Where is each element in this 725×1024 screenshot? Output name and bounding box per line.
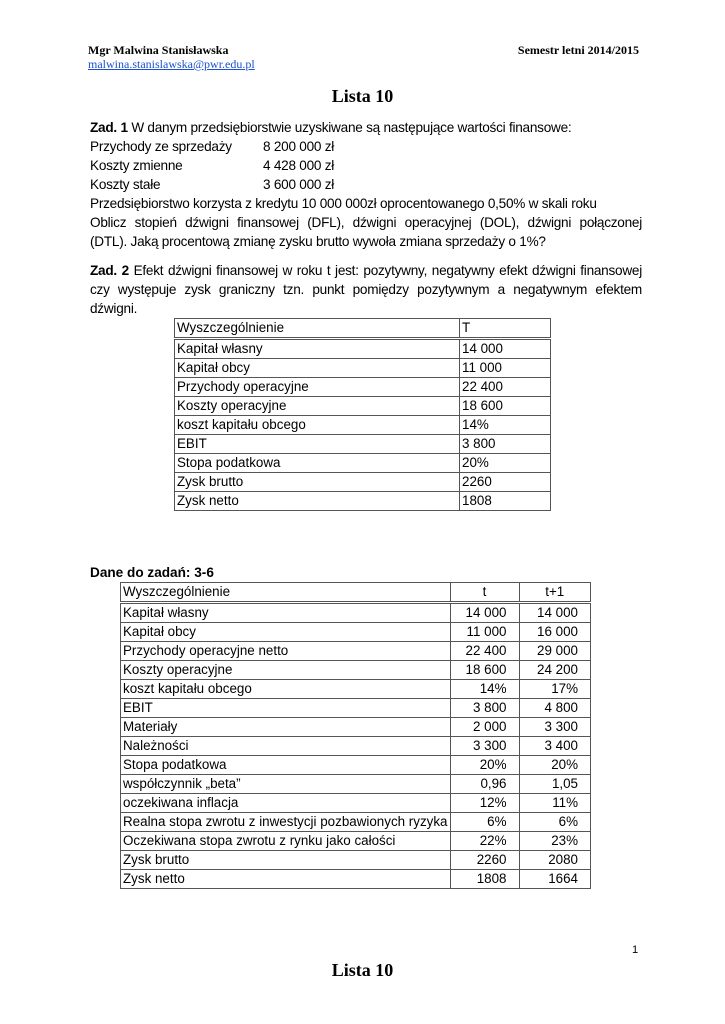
value-cell: 1808 [450,870,519,889]
header-cell: Wyszczególnienie [175,319,460,339]
value-cell: 6% [450,813,519,832]
row-label-cell: współczynnik „beta” [121,775,451,794]
page-title: Lista 10 [331,86,394,106]
value-cell: 20% [460,454,551,473]
item-value: 4 428 000 zł [263,158,335,173]
table-row [121,870,591,889]
value-cell: 22 400 [450,642,519,661]
value-cell: 1808 [460,492,551,511]
row-label-cell: Zysk netto [175,492,460,511]
row-label-cell: Stopa podatkowa [121,756,451,775]
value-cell: 18 600 [460,397,551,416]
zad1-credit: Przedsiębiorstwo korzysta z kredytu 10 000 000zł oprocentowanego 0,50% w skali roku [90,196,597,211]
value-cell: 14 000 [450,603,519,623]
table-header-row [175,319,551,339]
zad1-section [90,118,642,251]
value-cell: 3 400 [519,737,591,756]
row-label-cell: Przychody operacyjne netto [121,642,451,661]
table-row [121,699,591,718]
table-row [175,492,551,511]
table-row [175,378,551,397]
value-cell: 14% [460,416,551,435]
value-cell: 2080 [519,851,591,870]
value-cell: 2260 [450,851,519,870]
zad1-item [90,137,642,156]
value-cell: 14 000 [460,339,551,359]
value-cell: 22 400 [460,378,551,397]
table-header-row [121,583,591,603]
row-label-cell: Koszty operacyjne [121,661,451,680]
value-cell: 6% [519,813,591,832]
row-label-cell: Kapitał własny [121,603,451,623]
header-cell: T [460,319,551,339]
value-cell: 11 000 [450,623,519,642]
table-row [121,661,591,680]
zad1-task-line1: Oblicz stopień dźwigni finansowej (DFL), dźwigni operacyjnej (DOL), dźwigni połączonej [90,215,642,230]
row-label-cell: Zysk netto [121,870,451,889]
table-row [121,623,591,642]
zad1-item [90,156,642,175]
table-row [121,775,591,794]
value-cell: 24 200 [519,661,591,680]
value-cell: 0,96 [450,775,519,794]
table-row [175,416,551,435]
value-cell: 4 800 [519,699,591,718]
value-cell: 29 000 [519,642,591,661]
table-row [175,435,551,454]
dane-table [120,582,591,889]
header-cell: Wyszczególnienie [121,583,451,603]
row-label-cell: Kapitał własny [175,339,460,359]
zad2-table [174,318,551,511]
zad2-label: Zad. 2 [90,263,129,278]
value-cell: 20% [519,756,591,775]
table-row [121,642,591,661]
row-label-cell: Zysk brutto [175,473,460,492]
row-label-cell: koszt kapitału obcego [121,680,451,699]
page-number: 1 [632,944,639,956]
value-cell: 18 600 [450,661,519,680]
value-cell: 16 000 [519,623,591,642]
table-row [121,794,591,813]
value-cell: 14 000 [519,603,591,623]
value-cell: 1,05 [519,775,591,794]
value-cell: 23% [519,832,591,851]
footer-title: Lista 10 [331,960,394,980]
value-cell: 3 800 [460,435,551,454]
item-value: 8 200 000 zł [263,139,335,154]
table-row [175,473,551,492]
value-cell: 2260 [460,473,551,492]
zad2-section [90,261,642,318]
zad1-intro: W danym przedsiębiorstwie uzyskiwane są następujące wartości finansowe: [131,120,572,135]
item-name: Koszty zmienne [90,158,183,173]
value-cell: 11% [519,794,591,813]
item-name: Koszty stałe [90,177,161,192]
zad2-line3: dźwigni. [90,301,138,316]
value-cell: 2 000 [450,718,519,737]
row-label-cell: Kapitał obcy [121,623,451,642]
value-cell: 22% [450,832,519,851]
value-cell: 20% [450,756,519,775]
row-label-cell: Przychody operacyjne [175,378,460,397]
value-cell: 3 800 [450,699,519,718]
table-row [175,359,551,378]
table-row [175,397,551,416]
row-label-cell: Zysk brutto [121,851,451,870]
item-name: Przychody ze sprzedaży [90,139,232,154]
row-label-cell: Realna stopa zwrotu z inwestycji pozbawionych ryzyka [121,813,451,832]
row-label-cell: Materiały [121,718,451,737]
value-cell: 3 300 [450,737,519,756]
dane-heading: Dane do zadań: 3-6 [90,565,214,580]
item-value: 3 600 000 zł [263,177,335,192]
value-cell: 11 000 [460,359,551,378]
zad2-line1: Efekt dźwigni finansowej w roku t jest: pozytywny, negatywny efekt dźwigni finansowej [133,263,642,278]
table-row [121,851,591,870]
table-row [175,339,551,359]
table-row [121,603,591,623]
row-label-cell: Stopa podatkowa [175,454,460,473]
table-row [121,718,591,737]
header-cell: t [450,583,519,603]
row-label-cell: koszt kapitału obcego [175,416,460,435]
value-cell: 14% [450,680,519,699]
row-label-cell: EBIT [175,435,460,454]
zad1-item [90,175,642,194]
zad1-label: Zad. 1 [90,120,128,135]
table-row [121,680,591,699]
value-cell: 17% [519,680,591,699]
table-row [121,756,591,775]
table-row [121,737,591,756]
row-label-cell: Koszty operacyjne [175,397,460,416]
header-cell: t+1 [519,583,591,603]
zad2-line2: czy występuje zysk graniczny tzn. punkt pomiędzy pozytywnym a negatywnym efektem [90,282,642,297]
table-row [121,813,591,832]
author-name: Mgr Malwina Stanisławska [88,43,229,57]
semester: Semestr letni 2014/2015 [517,43,639,57]
row-label-cell: Należności [121,737,451,756]
table-row [175,454,551,473]
value-cell: 1664 [519,870,591,889]
value-cell: 12% [450,794,519,813]
row-label-cell: EBIT [121,699,451,718]
zad1-task-line2: (DTL). Jaką procentową zmianę zysku brutto wywoła zmiana sprzedaży o 1%? [90,234,546,249]
email-link[interactable]: malwina.stanislawska@pwr.edu.pl [88,57,255,71]
row-label-cell: Kapitał obcy [175,359,460,378]
document-body [90,118,642,889]
row-label-cell: Oczekiwana stopa zwrotu z rynku jako całości [121,832,451,851]
table-row [121,832,591,851]
value-cell: 3 300 [519,718,591,737]
row-label-cell: oczekiwana inflacja [121,794,451,813]
